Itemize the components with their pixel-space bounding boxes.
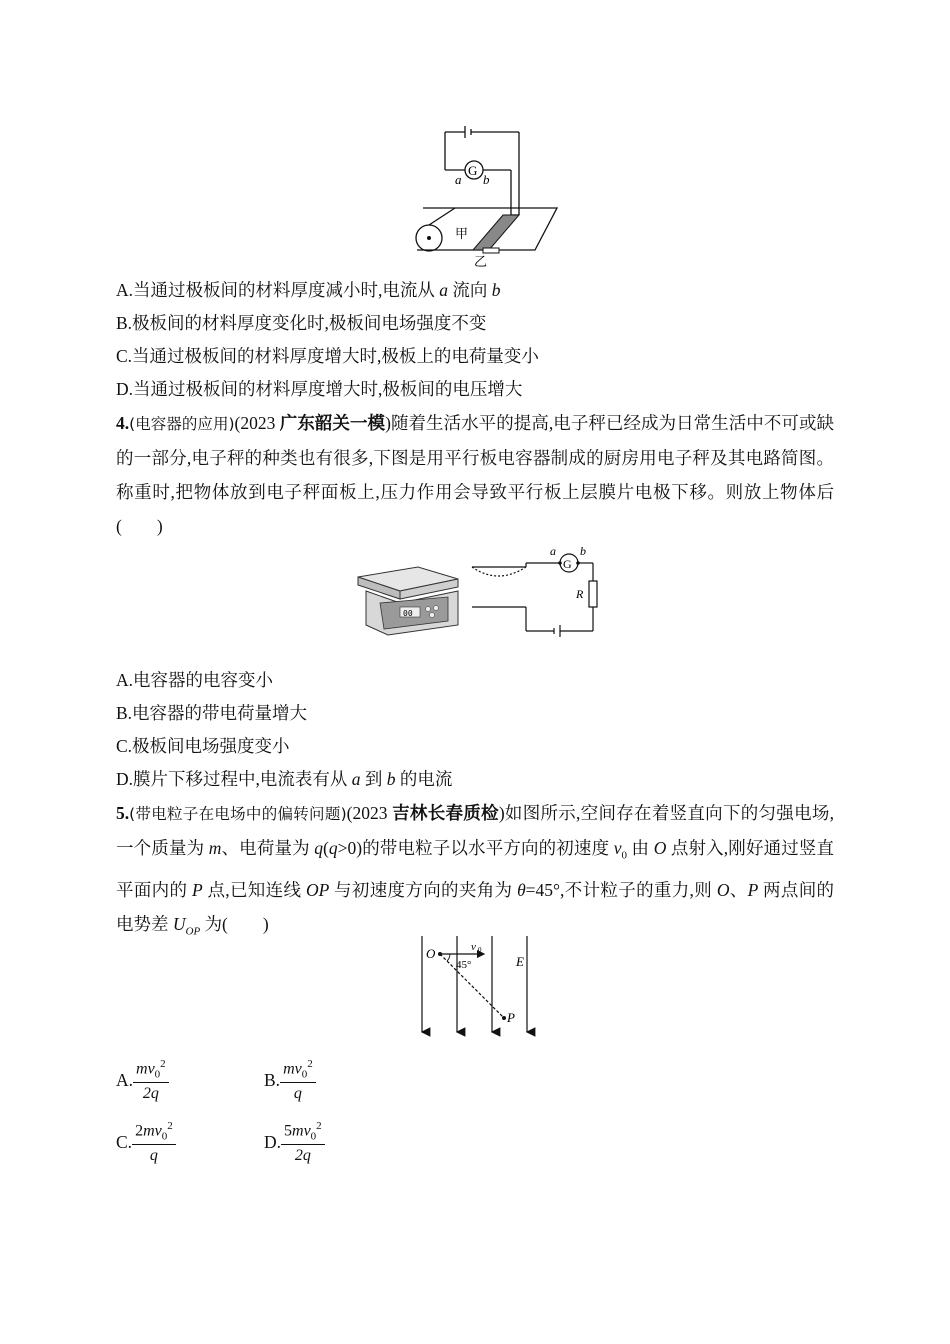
q5-option-d: D. $\frac{5mv_0^2}{2q}$ (264, 1120, 325, 1165)
q5-option-b: B. $\frac{mv_0^2}{q}$ (264, 1058, 316, 1103)
q5-option-a: A. $\frac{mv_0^2}{2q}$ (116, 1058, 169, 1103)
fig3-label-angle: 45° (456, 959, 472, 971)
fig2-label-r: R (576, 587, 584, 601)
fig3-label-vsub: 0 (478, 946, 482, 954)
fig2-label-g: G (563, 557, 572, 571)
q3-option-b: B.极板间的材料厚度变化时,极板间电场强度不变 (116, 313, 487, 333)
fig3-label-v: v (471, 941, 476, 953)
fig2-label-a: a (550, 545, 556, 558)
q4-option-b: B.电容器的带电荷量增大 (116, 703, 308, 723)
q4-option-c: C.极板间电场强度变小 (116, 736, 290, 756)
fig2-label-b: b (580, 545, 586, 558)
fig1-label-yi: 乙 (474, 255, 488, 270)
fig1-label-b: b (483, 172, 490, 187)
q5-stem: 5.(带电粒子在电场中的偏转问题)(2023 吉林长春质检)如图所示,空间存在着竖直向下的匀强电场,一个质量为 m、电荷量为 q(q>0)的带电粒子以水平方向的初速度 $v_0$ 由 O 点射入,刚好通过竖直平面内的 P 点,已知连线 OP 与初速度方向的夹角为 θ=45°,不计粒子的重力,则 O、P 两点间的电势差 $U_{OP}$ 为( ) (116, 803, 835, 937)
fig3-label-o: O (426, 946, 436, 961)
fig3-label-e: E (516, 954, 524, 969)
q3-option-d: D.当通过极板间的材料厚度增大时,极板间的电压增大 (116, 379, 523, 399)
figure-electronic-scale (348, 545, 608, 640)
fig1-label-a: a (455, 172, 462, 187)
scale-display: 00 (403, 609, 413, 618)
fig1-label-g: G (468, 163, 478, 178)
fig1-label-jia: 甲 (455, 227, 469, 242)
figure-thickness-capacitor (385, 120, 565, 270)
figure-electric-field (412, 932, 542, 1040)
q4-stem: 4.(电容器的应用)(2023 广东韶关一模)随着生活水平的提高,电子秤已经成为日常生活中不可或缺的一部分,电子秤的种类也有很多,下图是用平行板电容器制成的厨房用电子秤及其电路简图。称重时,把物体放到电子秤面板上,压力作用会导致平行板上层膜片电极下移。则放上物体后( ) (116, 413, 834, 536)
q5-option-c: C. $\frac{2mv_0^2}{q}$ (116, 1120, 176, 1165)
q4-option-d: D.膜片下移过程中,电流表有从 a 到 b 的电流 (116, 769, 453, 789)
scale-icon (358, 567, 458, 635)
q4-option-a: A.电容器的电容变小 (116, 670, 274, 690)
q3-option-c: C.当通过极板间的材料厚度增大时,极板上的电荷量变小 (116, 346, 539, 366)
q3-option-a: A.当通过极板间的材料厚度减小时,电流从 a 流向 b (116, 280, 501, 300)
fig3-label-p: P (507, 1010, 515, 1025)
